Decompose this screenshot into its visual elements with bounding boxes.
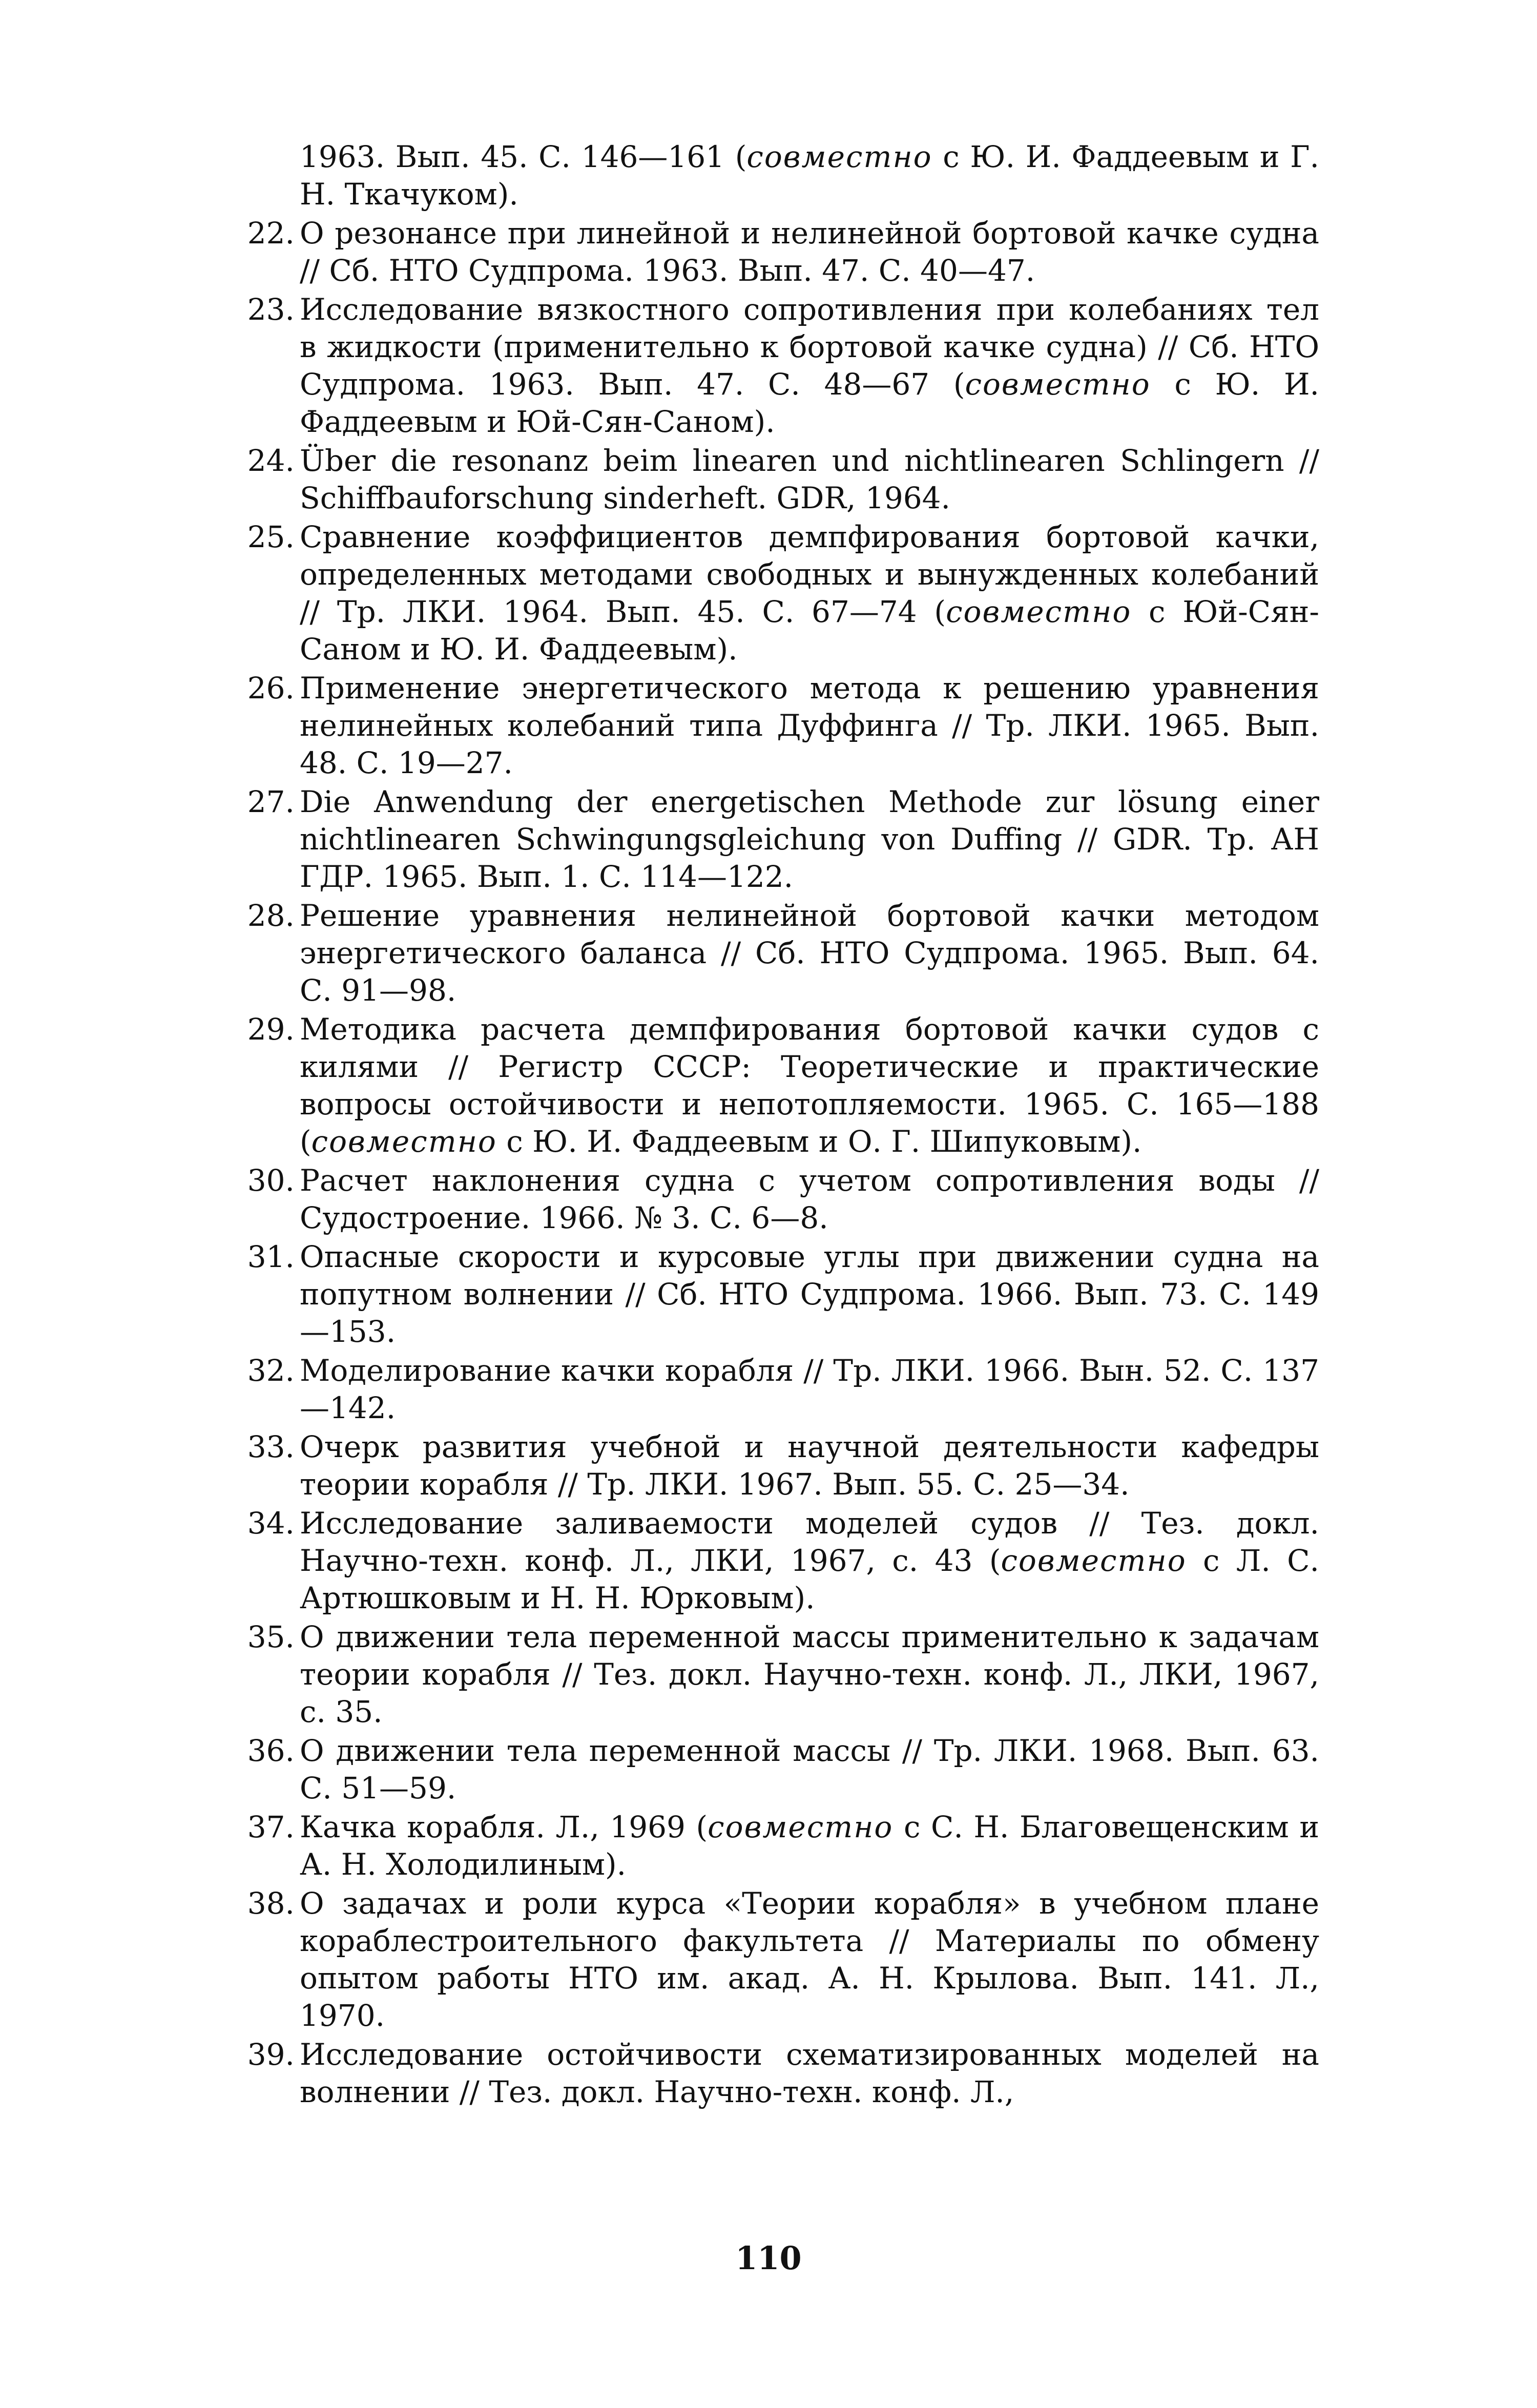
bibliography-entry xyxy=(247,518,1319,668)
entry-text xyxy=(300,1732,1319,1807)
entry-text-part: с Ю. И. Фаддеевым и О. Г. Шипуковым). xyxy=(496,1124,1142,1159)
entry-text-part: Исследование заливаемости моделей судов // Тез. докл. Научно-техн. конф. Л., ЛКИ, 1967, с. 43 ( xyxy=(300,1506,1319,1578)
bibliography-entry xyxy=(247,1885,1319,2035)
entry-text-part: Применение энергетического метода к решению уравнения нелинейных колебаний типа Дуффинга // Тр. ЛКИ. 1965. Вып. 48. С. 19—27. xyxy=(300,671,1319,780)
entry-number: 38. xyxy=(247,1886,295,1921)
entry-text-part: Сравнение коэффициентов демпфирования бортовой качки, определенных методами свободных и вынужденных колебаний // Тр. ЛКИ. 1964. Вып. 45. С. 67—74 ( xyxy=(300,520,1319,629)
italic-text: совместно xyxy=(965,367,1151,402)
entry-text xyxy=(300,442,1319,517)
bibliography-entry xyxy=(247,1162,1319,1237)
entry-number: 26. xyxy=(247,671,295,705)
entry-number: 39. xyxy=(247,2037,295,2072)
italic-text: совместно xyxy=(311,1124,497,1159)
entry-text-part: Методика расчета демпфирования бортовой качки судов с килями // Регистр СССР: Теоретические и практические вопросы остойчивости и непотопляемости. 1965. С. 165—188 ( xyxy=(300,1012,1319,1159)
bibliography-entry xyxy=(247,1732,1319,1807)
entry-text xyxy=(300,1238,1319,1351)
page-number: 110 xyxy=(735,2239,802,2277)
entry-text xyxy=(300,1618,1319,1731)
entry-text xyxy=(300,1428,1319,1503)
entry-text-part: 1963. Вып. 45. С. 146—161 ( xyxy=(300,139,747,174)
entry-text-part: Опасные скорости и курсовые углы при движении судна на попутном волнении // Сб. НТО Судпрома. 1966. Вып. 73. С. 149—153. xyxy=(300,1239,1319,1349)
entry-number: 23. xyxy=(247,292,295,327)
bibliography-entry xyxy=(247,670,1319,782)
entry-text xyxy=(300,518,1319,668)
entry-text-part: Решение уравнения нелинейной бортовой качки методом энергетического баланса // Сб. НТО Судпрома. 1965. Вып. 64. С. 91—98. xyxy=(300,898,1319,1008)
bibliography-entry xyxy=(247,291,1319,441)
entry-text-part: Die Anwendung der energetischen Methode zur lösung einer nichtlinearen Schwingungsgleichung von Duffing // GDR. Тр. АН ГДР. 1965. Вып. 1. С. 114—122. xyxy=(300,784,1319,894)
entry-number: 22. xyxy=(247,216,295,251)
entry-text-part: Исследование остойчивости схематизированных моделей на волнении // Тез. докл. Научно-техн. конф. Л., xyxy=(300,2037,1319,2109)
entry-text-part: с Ю. И. Фаддеевым и Юй-Сян-Саном). xyxy=(300,367,1319,439)
italic-text: совместно xyxy=(946,594,1132,629)
entry-text-part: О резонансе при линейной и нелинейной бортовой качке судна // Сб. НТО Судпрома. 1963. Вып. 47. С. 40—47. xyxy=(300,216,1319,288)
entry-number: 32. xyxy=(247,1353,295,1388)
bibliography-entry xyxy=(247,1618,1319,1731)
entry-number: 35. xyxy=(247,1620,295,1654)
bibliography-entry xyxy=(247,783,1319,896)
entry-number: 36. xyxy=(247,1733,295,1768)
bibliography-entry xyxy=(247,1238,1319,1351)
entry-text xyxy=(300,1011,1319,1160)
entry-text-part: Über die resonanz beim linearen und nichtlinearen Schlingern // Schiffbauforschung sinderheft. GDR, 1964. xyxy=(300,443,1319,515)
entry-text-part: с Юй-Сян-Саном и Ю. И. Фаддеевым). xyxy=(300,594,1319,667)
bibliography-entry-continuation xyxy=(254,138,1319,213)
bibliography-entry xyxy=(247,1352,1319,1427)
entry-text-part: О движении тела переменной массы // Тр. ЛКИ. 1968. Вып. 63. С. 51—59. xyxy=(300,1733,1319,1805)
entry-number: 25. xyxy=(247,520,295,554)
entry-text-part: Моделирование качки корабля // Тр. ЛКИ. 1966. Вын. 52. С. 137—142. xyxy=(300,1353,1319,1425)
bibliography-entry xyxy=(247,442,1319,517)
italic-text: совместно xyxy=(708,1810,894,1844)
bibliography-entry xyxy=(247,1809,1319,1883)
bibliography-entry xyxy=(247,1505,1319,1617)
bibliography-entry xyxy=(247,215,1319,289)
bibliography-entry xyxy=(247,1011,1319,1160)
entry-number: 27. xyxy=(247,784,295,819)
entry-text-part: Очерк развития учебной и научной деятельности кафедры теории корабля // Тр. ЛКИ. 1967. Вып. 55. С. 25—34. xyxy=(300,1429,1319,1502)
entry-number: 28. xyxy=(247,898,295,933)
entry-text xyxy=(300,215,1319,289)
entry-number: 30. xyxy=(247,1163,295,1198)
entry-number: 33. xyxy=(247,1429,295,1464)
entry-text xyxy=(300,1809,1319,1883)
entry-text xyxy=(300,1505,1319,1617)
entry-text-part: с Л. С. Артюшковым и Н. Н. Юрковым). xyxy=(300,1543,1319,1615)
entry-text xyxy=(300,1352,1319,1427)
entry-number: 29. xyxy=(247,1012,295,1047)
bibliography-page xyxy=(247,138,1319,2382)
entry-number: 24. xyxy=(247,443,295,478)
entry-text-part: с С. Н. Благовещенским и А. Н. Холодилиным). xyxy=(300,1810,1319,1882)
bibliography-entry xyxy=(247,1428,1319,1503)
entry-text-part: О движении тела переменной массы применительно к задачам теории корабля // Тез. докл. Научно-техн. конф. Л., ЛКИ, 1967, с. 35. xyxy=(300,1620,1319,1729)
bibliography-entry xyxy=(247,2036,1319,2111)
entry-text xyxy=(300,1885,1319,2035)
entry-text-part: с Ю. И. Фаддеевым и Г. Н. Ткачуком). xyxy=(300,139,1319,212)
entry-text xyxy=(300,783,1319,896)
entry-text xyxy=(300,2036,1319,2111)
entry-text-part: Качка корабля. Л., 1969 ( xyxy=(300,1810,708,1844)
entry-text xyxy=(300,897,1319,1009)
entry-number: 34. xyxy=(247,1506,295,1541)
entry-text-part: О задачах и роли курса «Теории корабля» в учебном плане кораблестроительного факультета // Материалы по обмену опытом работы НТО им. акад. А. Н. Крылова. Вып. 141. Л., 1970. xyxy=(300,1886,1319,2033)
entry-text-part: Исследование вязкостного сопротивления при колебаниях тел в жидкости (применительно к бортовой качке судна) // Сб. НТО Судпрома. 1963. Вып. 47. С. 48—67 ( xyxy=(300,292,1319,402)
bibliography-entry xyxy=(247,897,1319,1009)
entry-text-part: Расчет наклонения судна с учетом сопротивления воды // Судостроение. 1966. № 3. С. 6—8. xyxy=(300,1163,1319,1235)
italic-text: совместно xyxy=(746,139,932,174)
entry-text xyxy=(300,670,1319,782)
entry-text xyxy=(300,291,1319,441)
entry-text xyxy=(300,138,1319,213)
entry-number: 31. xyxy=(247,1239,295,1274)
entry-text xyxy=(300,1162,1319,1237)
italic-text: совместно xyxy=(1001,1543,1187,1578)
bibliography-list xyxy=(247,138,1319,2111)
entry-number: 37. xyxy=(247,1810,295,1844)
